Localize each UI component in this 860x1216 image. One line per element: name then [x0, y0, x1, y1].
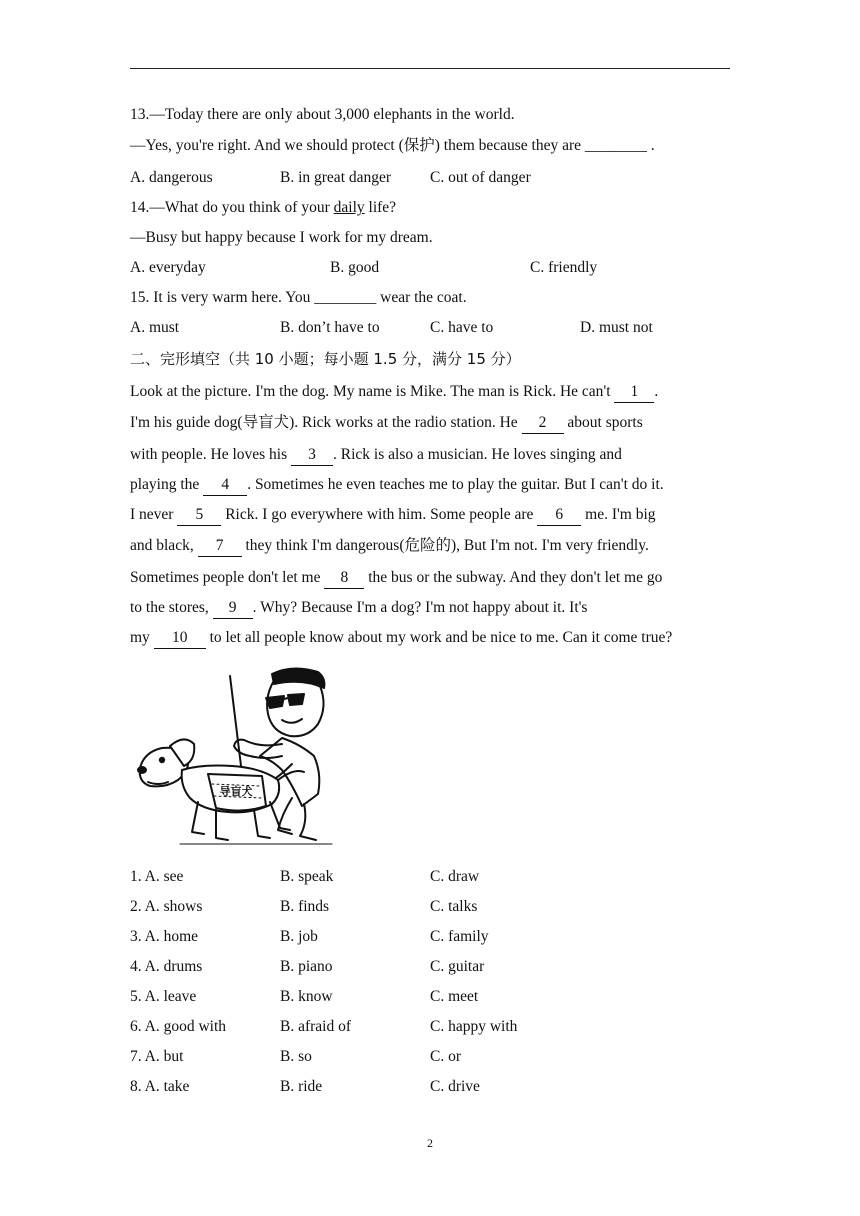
- q14-question-pre: 14.—What do you think of your: [130, 199, 334, 216]
- cloze-option-6-a: 6. A. good with: [130, 1018, 227, 1035]
- cloze-option-4-b: B. piano: [280, 958, 333, 975]
- cloze-option-1-c: C. draw: [430, 868, 480, 885]
- cloze-option-2-c: C. talks: [430, 898, 478, 915]
- cloze-option-2-a: 2. A. shows: [130, 898, 203, 915]
- passage-text: I'm his guide dog(导盲犬). Rick works at the radio station. He: [130, 414, 522, 431]
- passage-line-6: [130, 536, 649, 557]
- cloze-option-5-a: 5. A. leave: [130, 988, 197, 1005]
- blank-1: 1: [614, 382, 654, 403]
- passage-line-4: [130, 475, 664, 496]
- q13-option-b: B. in great danger: [280, 169, 392, 186]
- cloze-option-1-a: 1. A. see: [130, 868, 184, 885]
- passage-text: my: [130, 629, 154, 646]
- passage-line-1: [130, 382, 658, 403]
- cloze-option-8-b: B. ride: [280, 1078, 323, 1095]
- cane-stroke: [230, 676, 242, 774]
- cloze-option-8-a: 8. A. take: [130, 1078, 190, 1095]
- passage-line-3: [130, 445, 622, 466]
- passage-text: Rick. I go everywhere with him. Some people are: [221, 506, 538, 523]
- passage-line-5: [130, 505, 656, 526]
- cloze-option-7-c: C. or: [430, 1048, 461, 1065]
- guide-dog-illustration: [132, 664, 342, 852]
- cloze-option-4-a: 4. A. drums: [130, 958, 203, 975]
- passage-text: playing the: [130, 476, 204, 493]
- passage-text: .: [654, 383, 659, 400]
- blank-5: 5: [177, 505, 221, 526]
- q14-option-a: A. everyday: [130, 259, 206, 276]
- q15-option-b: B. don’t have to: [280, 319, 380, 336]
- passage-text: . Rick is also a musician. He loves singing and: [333, 446, 622, 463]
- q14-response: —Busy but happy because I work for my dream.: [130, 229, 433, 246]
- cloze-option-2-b: B. finds: [280, 898, 330, 915]
- blank-6: 6: [537, 505, 581, 526]
- cloze-option-3-b: B. job: [280, 928, 318, 945]
- cloze-option-5-b: B. know: [280, 988, 333, 1005]
- passage-line-7: [130, 568, 662, 589]
- cloze-option-6-c: C. happy with: [430, 1018, 518, 1035]
- q13-option-c: C. out of danger: [430, 169, 531, 186]
- passage-text: Sometimes people don't let me: [130, 569, 325, 586]
- blank-9: 9: [213, 598, 253, 619]
- passage-text: . Sometimes he even teaches me to play the guitar. But I can't do it.: [247, 476, 664, 493]
- passage-line-2: [130, 413, 643, 434]
- passage-text: to let all people know about my work and be nice to me. Can it come true?: [205, 629, 673, 646]
- blank-2: 2: [522, 413, 564, 434]
- passage-text: the bus or the subway. And they don't let me go: [364, 569, 663, 586]
- passage-text: and black,: [130, 537, 198, 554]
- q15-question: 15. It is very warm here. You ________ wear the coat.: [130, 289, 467, 306]
- section-heading: 二、完形填空（共 10 小题；每小题 1.5 分，满分 15 分）: [130, 350, 521, 368]
- q15-option-d: D. must not: [580, 319, 653, 336]
- passage-text: with people. He loves his: [130, 446, 292, 463]
- blank-10: 10: [154, 628, 206, 649]
- q14-option-b: B. good: [330, 259, 380, 276]
- blank-8: 8: [324, 568, 364, 589]
- q14-underlined-word: daily: [333, 199, 365, 216]
- cloze-option-3-c: C. family: [430, 928, 489, 945]
- passage-text: to the stores,: [130, 599, 213, 616]
- cloze-option-8-c: C. drive: [430, 1078, 480, 1095]
- passage-line-8: [130, 598, 587, 619]
- passage-text: . Why? Because I'm a dog? I'm not happy about it. It's: [252, 599, 588, 616]
- header-rule: [130, 68, 730, 69]
- q13-response: —Yes, you're right. And we should protect (保护) them because they are ________ .: [130, 137, 655, 154]
- cloze-option-3-a: 3. A. home: [130, 928, 199, 945]
- passage-text: I never: [130, 506, 178, 523]
- cloze-option-6-b: B. afraid of: [280, 1018, 352, 1035]
- q15-option-c: C. have to: [430, 319, 494, 336]
- blank-4: 4: [203, 475, 247, 496]
- passage-text: Look at the picture. I'm the dog. My name is Mike. The man is Rick. He can't: [130, 383, 615, 400]
- page-number: 2: [427, 1136, 433, 1150]
- passage-text: they think I'm dangerous(危险的), But I'm not. I'm very friendly.: [241, 537, 649, 554]
- q13-option-a: A. dangerous: [130, 169, 213, 186]
- cloze-option-5-c: C. meet: [430, 988, 479, 1005]
- q14-question: [130, 198, 396, 218]
- vest-sign: 导盲犬: [219, 785, 253, 798]
- blank-3: 3: [291, 445, 333, 466]
- q13-question: 13.—Today there are only about 3,000 elephants in the world.: [130, 106, 515, 123]
- cloze-option-4-c: C. guitar: [430, 958, 485, 975]
- passage-text: about sports: [563, 414, 643, 431]
- q14-question-post: life?: [364, 199, 397, 216]
- cloze-option-1-b: B. speak: [280, 868, 334, 885]
- blank-7: 7: [198, 536, 242, 557]
- passage-line-9: [130, 628, 672, 649]
- cloze-option-7-b: B. so: [280, 1048, 312, 1065]
- cloze-option-7-a: 7. A. but: [130, 1048, 184, 1065]
- q15-option-a: A. must: [130, 319, 180, 336]
- q14-option-c: C. friendly: [530, 259, 598, 276]
- passage-text: me. I'm big: [581, 506, 656, 523]
